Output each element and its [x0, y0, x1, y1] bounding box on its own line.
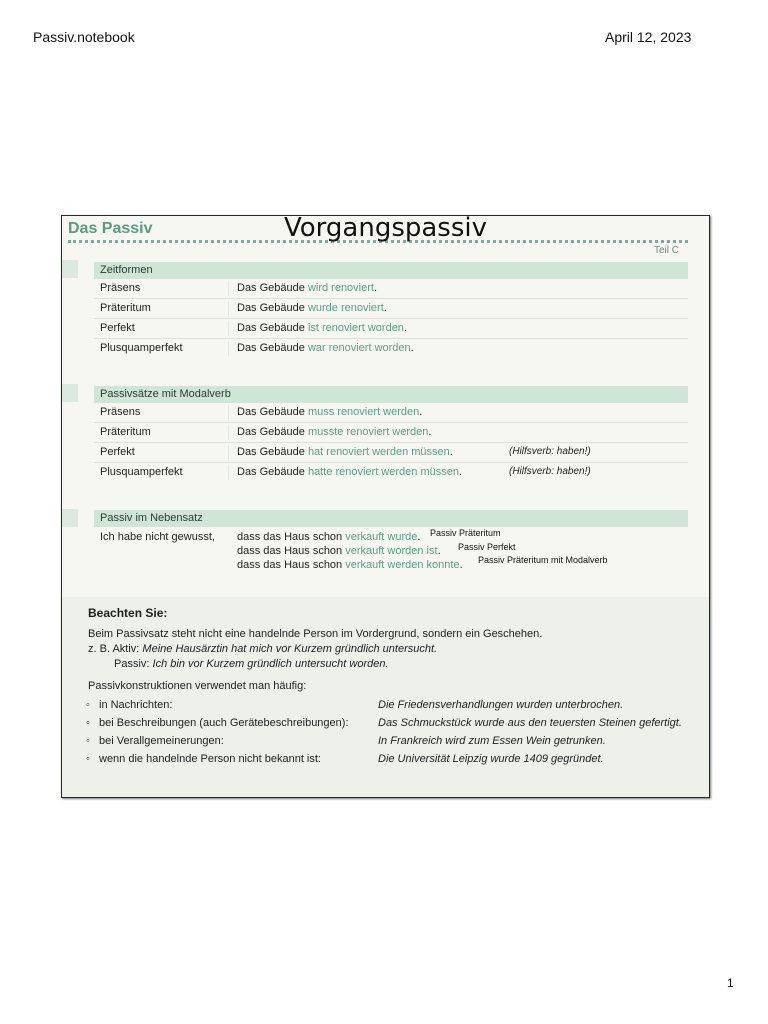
tense-label: Perfekt — [100, 446, 135, 458]
table-row — [94, 319, 688, 339]
table-row — [94, 279, 688, 299]
handwritten-annotation: Passiv Präteritum mit Modalverb — [478, 555, 608, 565]
teil-label: Teil C — [654, 245, 680, 256]
handwritten-annotation: Passiv Perfekt — [458, 542, 516, 552]
tense-label: Präsens — [100, 406, 141, 418]
list-item-example: In Frankreich wird zum Essen Wein getrunken. — [378, 735, 606, 747]
list-item-example: Das Schmuckstück wurde aus den teuersten Steinen gefertigt. — [378, 717, 682, 729]
document-filename: Passiv.notebook — [33, 29, 135, 45]
example-sentence: Das Gebäude muss renoviert werden. — [237, 406, 423, 418]
example-sentence: Das Gebäude war renoviert worden. — [237, 342, 414, 354]
aktiv-example-line: z. B. Aktiv: Meine Hausärztin hat mich vor Kurzem gründlich untersucht. — [88, 643, 438, 655]
tense-label: Präteritum — [100, 426, 151, 438]
tense-label: Perfekt — [100, 322, 135, 334]
bullet-icon: ◦ — [86, 753, 90, 765]
handwritten-overlay-title: Vorgangspassiv — [284, 215, 488, 243]
example-sentence: Das Gebäude wurde renoviert. — [237, 302, 387, 314]
table-heading: Passivsätze mit Modalverb — [100, 388, 231, 400]
bullet-icon: ◦ — [86, 699, 90, 711]
nebensatz-line: dass das Haus schon verkauft werden konnte. — [237, 559, 463, 571]
list-item-example: Die Universität Leipzig wurde 1409 gegründet. — [378, 753, 604, 765]
list-item-label: wenn die handelnde Person nicht bekannt ist: — [99, 753, 321, 765]
list-item-example: Die Friedensverhandlungen wurden unterbrochen. — [378, 699, 624, 711]
example-sentence: Das Gebäude ist renoviert worden. — [237, 322, 407, 334]
sidebar-strip — [62, 384, 78, 402]
example-sentence: Das Gebäude hat renoviert werden müssen. — [237, 446, 453, 458]
nebensatz-line: dass das Haus schon verkauft wurde. — [237, 531, 421, 543]
document-date: April 12, 2023 — [605, 29, 692, 45]
tense-label: Präteritum — [100, 302, 151, 314]
section-title: Das Passiv — [68, 220, 153, 237]
handwritten-annotation: Passiv Präteritum — [430, 528, 501, 538]
tense-label: Plusquamperfekt — [100, 342, 183, 354]
table-heading: Zeitformen — [100, 264, 153, 276]
bullet-icon: ◦ — [86, 735, 90, 747]
table-heading: Passiv im Nebensatz — [100, 512, 203, 524]
list-item-label: bei Verallgemeinerungen: — [99, 735, 224, 747]
table-heading-band — [94, 262, 688, 279]
table-heading-band — [94, 510, 688, 527]
page-number: 1 — [727, 976, 734, 990]
list-item-label: bei Beschreibungen (auch Gerätebeschreibungen): — [99, 717, 349, 729]
sidebar-strip — [62, 260, 78, 278]
auxiliary-note: (Hilfsverb: haben!) — [509, 466, 591, 477]
example-sentence: Das Gebäude wird renoviert. — [237, 282, 378, 294]
beachten-intro: Beim Passivsatz steht nicht eine handelnde Person im Vordergrund, sondern ein Geschehen. — [88, 628, 543, 640]
table-row — [94, 339, 688, 358]
tense-label: Präsens — [100, 282, 141, 294]
table-row — [94, 463, 688, 482]
tense-label: Plusquamperfekt — [100, 466, 183, 478]
example-sentence: Das Gebäude musste renoviert werden. — [237, 426, 432, 438]
nebensatz-line: dass das Haus schon verkauft worden ist. — [237, 545, 441, 557]
list-intro: Passivkonstruktionen verwendet man häufig: — [88, 680, 307, 692]
table-row — [94, 299, 688, 319]
table-heading-band — [94, 386, 688, 403]
table-row — [94, 423, 688, 443]
table-row — [94, 443, 688, 463]
scanned-textbook-page — [61, 215, 710, 798]
passiv-example-line: Passiv: Ich bin vor Kurzem gründlich untersucht worden. — [114, 658, 389, 670]
auxiliary-note: (Hilfsverb: haben!) — [509, 446, 591, 457]
example-sentence: Das Gebäude hatte renoviert werden müssen. — [237, 466, 463, 478]
sidebar-strip — [62, 509, 78, 527]
nebensatz-label: Ich habe nicht gewusst, — [100, 531, 215, 543]
beachten-box — [62, 597, 709, 797]
table-row — [94, 403, 688, 423]
list-item-label: in Nachrichten: — [99, 699, 173, 711]
bullet-icon: ◦ — [86, 717, 90, 729]
beachten-heading: Beachten Sie: — [88, 606, 168, 620]
